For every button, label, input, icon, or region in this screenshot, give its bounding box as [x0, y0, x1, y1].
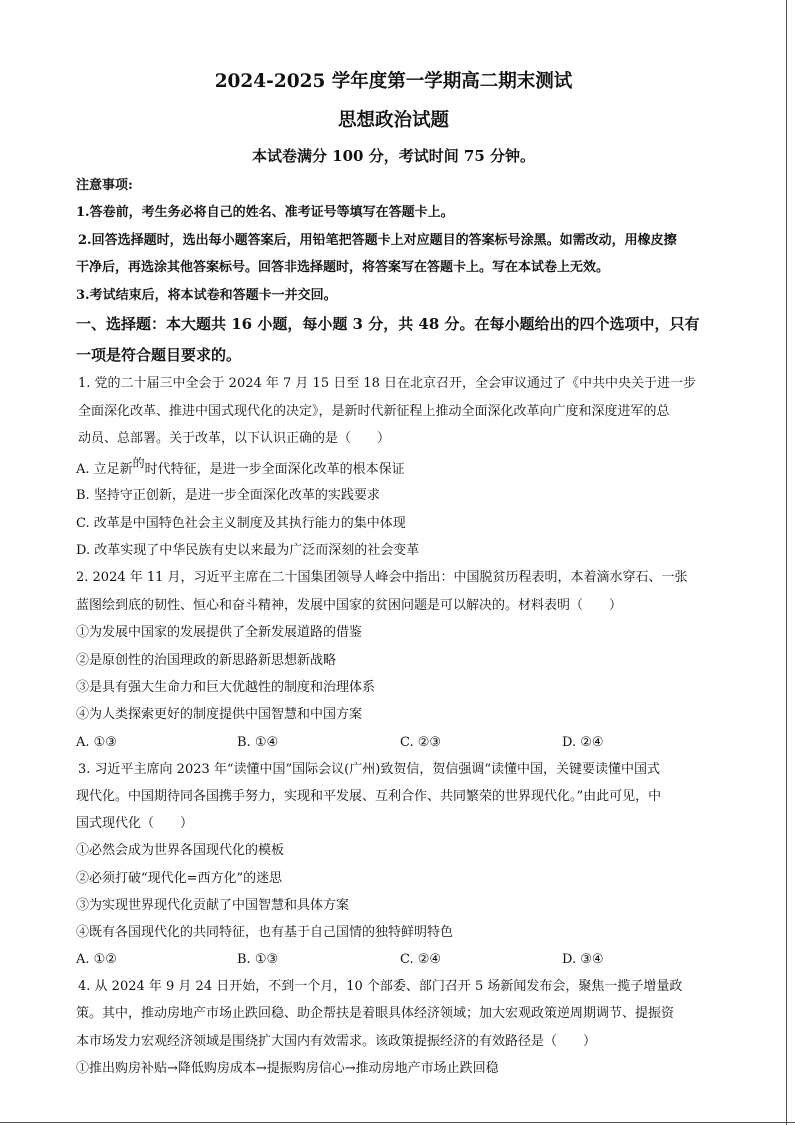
- section-1-heading-line-2: 一项是符合题目要求的。: [76, 346, 242, 364]
- q1-stem-line-2: 全面深化改革、推进中国式现代化的决定》，是新时代新征程上推动全面深化改革向广度和深度进军的总: [78, 404, 670, 419]
- q2-stem-line-1: 2. 2024 年 11 月，习近平主席在二十国集团领导人峰会中指出：中国脱贫历程表明，本着滴水穿石、一张: [76, 570, 688, 585]
- q3-statement-2: ②必须打破“现代化=西方化”的迷思: [76, 871, 283, 886]
- q2-statement-1: ①为发展中国家的发展提供了全新发展道路的借鉴: [76, 625, 363, 640]
- exam-subtitle: 思想政治试题: [337, 110, 449, 131]
- q2-option-b: B. ①④: [237, 735, 279, 750]
- exam-title: 2024-2025 学年度第一学期高二期末测试: [214, 71, 573, 92]
- exam-info: 本试卷满分 100 分，考试时间 75 分钟。: [251, 147, 536, 165]
- notice-item-1: 1.答卷前，考生务必将自己的姓名、准考证号等填写在答题卡上。: [76, 205, 454, 220]
- q1-option-a-pre: A. 立足新: [76, 462, 133, 477]
- q1-stem-line-1: 1. 党的二十届三中全会于 2024 年 7 月 15 日至 18 日在北京召开，全会审议通过了《中共中央关于进一步: [78, 376, 697, 391]
- page-bottom-border: [0, 1122, 795, 1123]
- q4-stem-line-3: 本市场发力宏观经济领域是围绕扩大国内有效需求。该政策提振经济的有效路径是（ ）: [76, 1034, 597, 1049]
- q4-stem-line-1: 4. 从 2024 年 9 月 24 日开始，不到一个月，10 个部委、部门召开 5 场新闻发布会，聚焦一揽子增量政: [78, 979, 683, 994]
- q4-stem-line-2: 策。其中，推动房地产市场止跌回稳、助企帮扶是着眼具体经济领域；加大宏观政策逆周期调节、提振资: [76, 1006, 675, 1021]
- q3-statement-3: ③为实现世界现代化贡献了中国智慧和具体方案: [76, 898, 350, 913]
- q3-option-a: A. ①②: [76, 952, 117, 967]
- q1-option-a-sup: 的: [132, 456, 145, 470]
- q4-statement-1: ①推出购房补贴→降低购房成本→提振购房信心→推动房地产市场止跌回稳: [76, 1061, 499, 1076]
- q1-option-a-post: 时代特征，是进一步全面深化改革的根本保证: [144, 462, 405, 477]
- notice-item-3: 3.考试结束后，将本试卷和答题卡一并交回。: [76, 288, 337, 303]
- q3-option-c: C. ②④: [400, 952, 442, 967]
- q1-option-b: B. 坚持守正创新，是进一步全面深化改革的实践要求: [76, 488, 380, 503]
- notice-heading: 注意事项:: [76, 178, 133, 193]
- q3-stem-line-3: 国式现代化（ ）: [76, 816, 194, 831]
- q3-stem-line-2: 现代化。中国期待同各国携手努力，实现和平发展、互利合作、共同繁荣的世界现代化。”由此可见，中: [76, 789, 662, 804]
- notice-item-2-line-2: 干净后，再选涂其他答案标号。回答非选择题时，将答案写在答题卡上。写在本试卷上无效。: [76, 260, 610, 275]
- q3-stem-line-1: 3. 习近平主席向 2023 年“读懂中国”国际会议(广州)致贺信，贺信强调“读懂中国，关键要读懂中国式: [78, 762, 660, 777]
- q1-option-d: D. 改革实现了中华民族有史以来最为广泛而深刻的社会变革: [76, 543, 420, 558]
- q2-statement-2: ②是原创性的治国理政的新思路新思想新战略: [76, 653, 337, 668]
- q3-statement-1: ①必然会成为世界各国现代化的模板: [76, 843, 285, 858]
- q2-statement-3: ③是具有强大生命力和巨大优越性的制度和治理体系: [76, 680, 376, 695]
- q2-statement-4: ④为人类探索更好的制度提供中国智慧和中国方案: [76, 707, 363, 722]
- section-1-heading-line-1: 一、选择题：本大题共 16 小题，每小题 3 分，共 48 分。在每小题给出的四个选项中，只有: [76, 315, 700, 333]
- page-right-border: [786, 0, 787, 1125]
- q3-option-b: B. ①③: [237, 952, 279, 967]
- q2-option-c: C. ②③: [400, 735, 442, 750]
- q1-stem-line-3: 动员、总部署。关于改革，以下认识正确的是（ ）: [78, 431, 391, 446]
- q3-statement-4: ④既有各国现代化的共同特征，也有基于自己国情的独特鲜明特色: [76, 925, 454, 940]
- q2-option-d: D. ②④: [562, 735, 604, 750]
- q2-option-a: A. ①③: [76, 735, 117, 750]
- q2-stem-line-2: 蓝图绘到底的韧性、恒心和奋斗精神，发展中国家的贫困问题是可以解决的。材料表明（ ）: [76, 598, 623, 613]
- notice-item-2-line-1: 2.回答选择题时，选出每小题答案后，用铅笔把答题卡上对应题目的答案标号涂黑。如需改动，用橡皮擦: [78, 233, 677, 248]
- q1-option-c: C. 改革是中国特色社会主义制度及其执行能力的集中体现: [76, 516, 406, 531]
- q3-option-d: D. ③④: [562, 952, 604, 967]
- q1-option-a: [76, 456, 405, 478]
